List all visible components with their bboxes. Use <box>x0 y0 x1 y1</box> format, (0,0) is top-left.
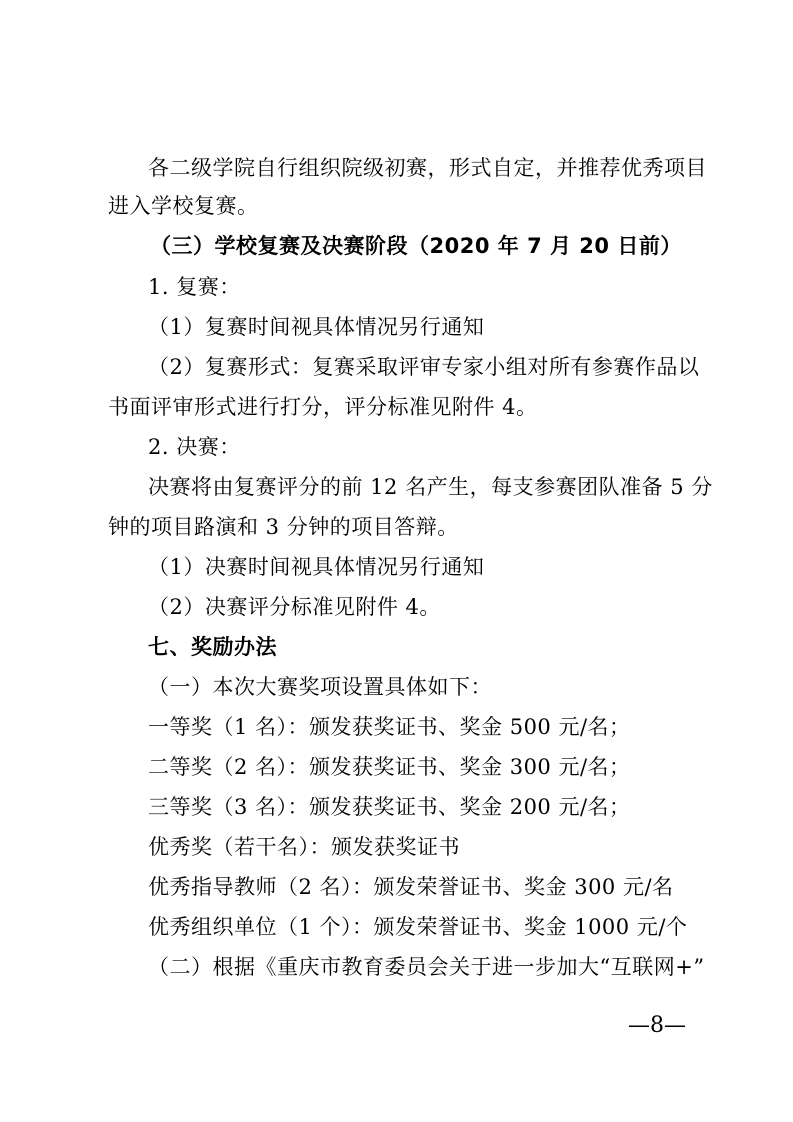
section-heading: 七、奖励办法 <box>148 635 277 659</box>
paragraph-line: 优秀组织单位（1 个）：颁发荣誉证书、奖金 1000 元/个 <box>148 915 688 939</box>
paragraph-line: （2）决赛评分标准见附件 4。 <box>148 595 441 619</box>
paragraph-line: （一）本次大赛奖项设置具体如下： <box>148 675 492 699</box>
paragraph-line: 书面评审形式进行打分，评分标准见附件 4。 <box>108 395 538 419</box>
page-number: —8— <box>628 1013 686 1038</box>
paragraph-line: 优秀奖（若干名）：颁发获奖证书 <box>148 835 460 859</box>
paragraph-line: 优秀指导教师（2 名）：颁发荣誉证书、奖金 300 元/名 <box>148 875 674 899</box>
paragraph-line: 1. 复赛： <box>148 275 241 299</box>
paragraph-line: 2. 决赛： <box>148 435 241 459</box>
paragraph-line: 二等奖（2 名）：颁发获奖证书、奖金 300 元/名； <box>148 755 631 779</box>
paragraph-line: 进入学校复赛。 <box>108 194 259 218</box>
paragraph-line: 决赛将由复赛评分的前 12 名产生，每支参赛团队准备 5 分 <box>148 475 713 499</box>
paragraph-line: （1）复赛时间视具体情况另行通知 <box>148 315 485 339</box>
paragraph-line: 一等奖（1 名）：颁发获奖证书、奖金 500 元/名； <box>148 715 631 739</box>
paragraph-line: （2）复赛形式：复赛采取评审专家小组对所有参赛作品以 <box>148 355 700 379</box>
paragraph-line: 三等奖（3 名）：颁发获奖证书、奖金 200 元/名； <box>148 795 631 819</box>
paragraph-line: （1）决赛时间视具体情况另行通知 <box>148 555 485 579</box>
paragraph-line: 钟的项目路演和 3 分钟的项目答辩。 <box>108 515 459 539</box>
paragraph-line: （二）根据《重庆市教育委员会关于进一步加大“互联网+” <box>148 955 705 979</box>
section-heading: （三）学校复赛及决赛阶段（2020 年 7 月 20 日前） <box>150 234 682 258</box>
paragraph-line: 各二级学院自行组织院级初赛，形式自定，并推荐优秀项目 <box>148 156 707 180</box>
